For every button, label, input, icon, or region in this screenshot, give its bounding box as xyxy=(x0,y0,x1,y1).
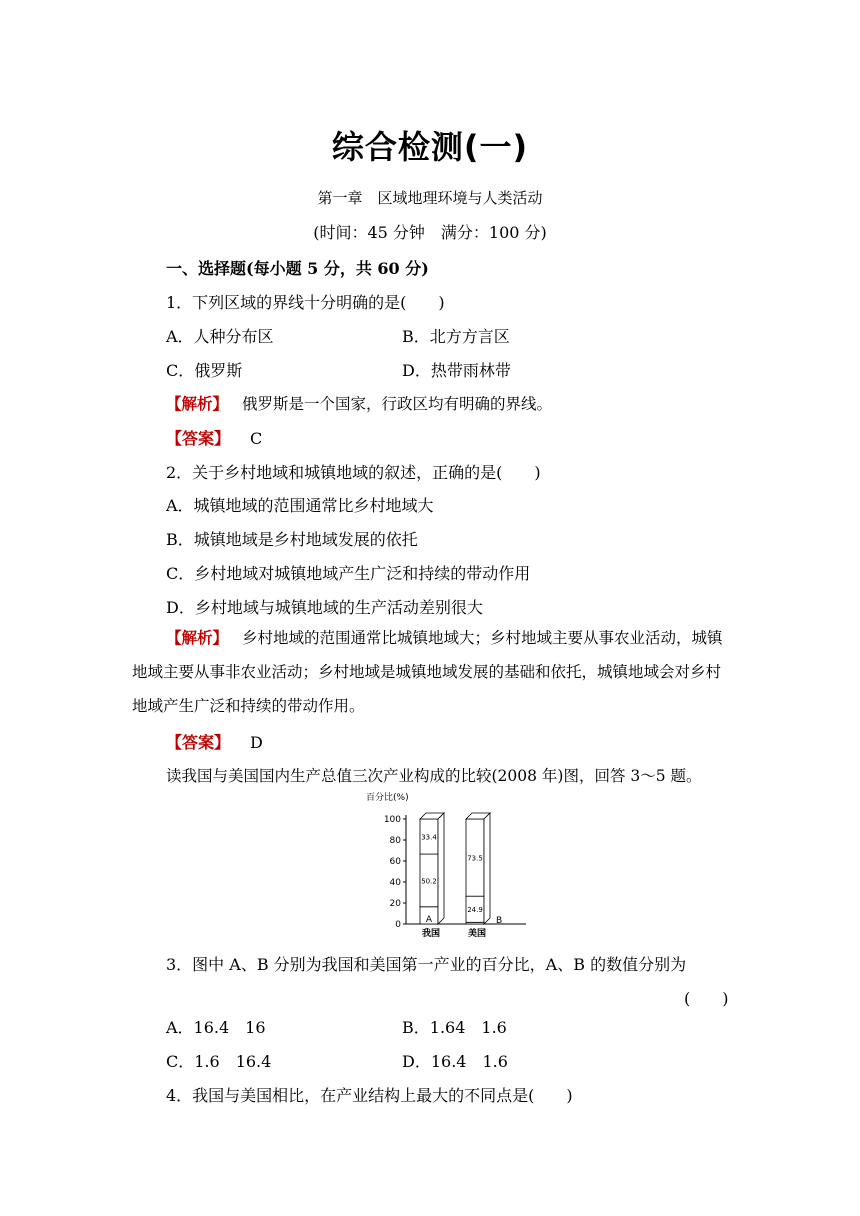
y-tick-label: 100 xyxy=(383,815,401,825)
y-axis-label: 百分比(%) xyxy=(366,793,409,803)
chart-intro: 读我国与美国国内生产总值三次产业构成的比较(2008 年)图，回答 3～5 题。 xyxy=(166,767,702,785)
page-title: 综合检测(一) xyxy=(331,128,529,166)
question-2-answer xyxy=(166,730,263,753)
y-tick-label: 60 xyxy=(389,857,401,867)
question-1-stem: 1．下列区域的界线十分明确的是( ) xyxy=(166,293,445,312)
chapter-subtitle: 第一章 区域地理环境与人类活动 xyxy=(317,189,543,207)
answer-value: D xyxy=(250,733,263,752)
answer-tag: 【答案】 xyxy=(166,733,231,752)
question-1-answer xyxy=(166,426,262,449)
bar-data-label: 73.5 xyxy=(467,854,483,863)
y-tick-label: 20 xyxy=(389,899,401,909)
category-label: 我国 xyxy=(421,929,441,939)
analysis-tag: 【解析】 xyxy=(166,394,229,413)
question-2-option-b: B．城镇地域是乡村地域发展的依托 xyxy=(166,530,418,549)
question-3-option-a: A．16.4 16 xyxy=(166,1018,266,1037)
question-4-stem: 4．我国与美国相比，在产业结构上最大的不同点是( ) xyxy=(166,1086,573,1105)
question-1-option-a: A．人种分布区 xyxy=(166,327,274,346)
answer-value: C xyxy=(250,429,263,448)
question-3-option-b: B．1.64 1.6 xyxy=(402,1018,507,1037)
bar-data-label: 50.2 xyxy=(421,877,437,886)
y-tick-label: 40 xyxy=(389,878,401,888)
analysis-text: 俄罗斯是一个国家，行政区均有明确的界线。 xyxy=(242,395,553,413)
question-2-stem: 2．关于乡村地域和城镇地域的叙述，正确的是( ) xyxy=(166,463,541,482)
question-3-stem: 3．图中 A、B 分别为我国和美国第一产业的百分比，A、B 的数值分别为 xyxy=(166,955,687,974)
question-1-option-d: D．热带雨林带 xyxy=(402,361,511,380)
bar-side-face xyxy=(484,813,490,924)
section-heading: 一、选择题(每小题 5 分，共 60 分) xyxy=(166,259,429,278)
bar-data-label: 24.9 xyxy=(467,906,483,915)
question-1-option-b: B．北方方言区 xyxy=(402,327,510,346)
bar-data-label: 33.4 xyxy=(421,833,437,842)
bar-data-label: A xyxy=(425,915,433,925)
category-label: 美国 xyxy=(467,929,487,939)
question-3-paren: ( ) xyxy=(684,989,729,1008)
question-3-option-c: C．1.6 16.4 xyxy=(166,1052,272,1071)
question-1-analysis xyxy=(166,392,552,414)
y-tick-label: 0 xyxy=(395,920,401,930)
answer-tag: 【答案】 xyxy=(166,429,231,448)
question-2-analysis xyxy=(132,621,732,723)
question-2-option-a: A．城镇地域的范围通常比乡村地域大 xyxy=(166,496,434,515)
gdp-structure-chart xyxy=(366,790,536,940)
question-3-option-d: D．16.4 1.6 xyxy=(402,1052,508,1071)
question-2-option-d: D．乡村地域与城镇地域的生产活动差别很大 xyxy=(166,598,483,617)
question-1-option-c: C．俄罗斯 xyxy=(166,361,243,380)
bar-side-face xyxy=(438,813,444,924)
analysis-text: 乡村地域的范围通常比城镇地域大；乡村地域主要从事农业活动，城镇地域主要从事非农业活动；乡村地域是城镇地域发展的基础和依托，城镇地域会对乡村地域产生广泛和持续的带动作用。 xyxy=(132,629,723,715)
time-info: (时间：45 分钟 满分：100 分) xyxy=(313,223,547,242)
bar-data-label: B xyxy=(496,916,503,926)
analysis-tag: 【解析】 xyxy=(166,628,229,647)
question-2-option-c: C．乡村地域对城镇地域产生广泛和持续的带动作用 xyxy=(166,564,531,583)
y-tick-label: 80 xyxy=(389,836,401,846)
